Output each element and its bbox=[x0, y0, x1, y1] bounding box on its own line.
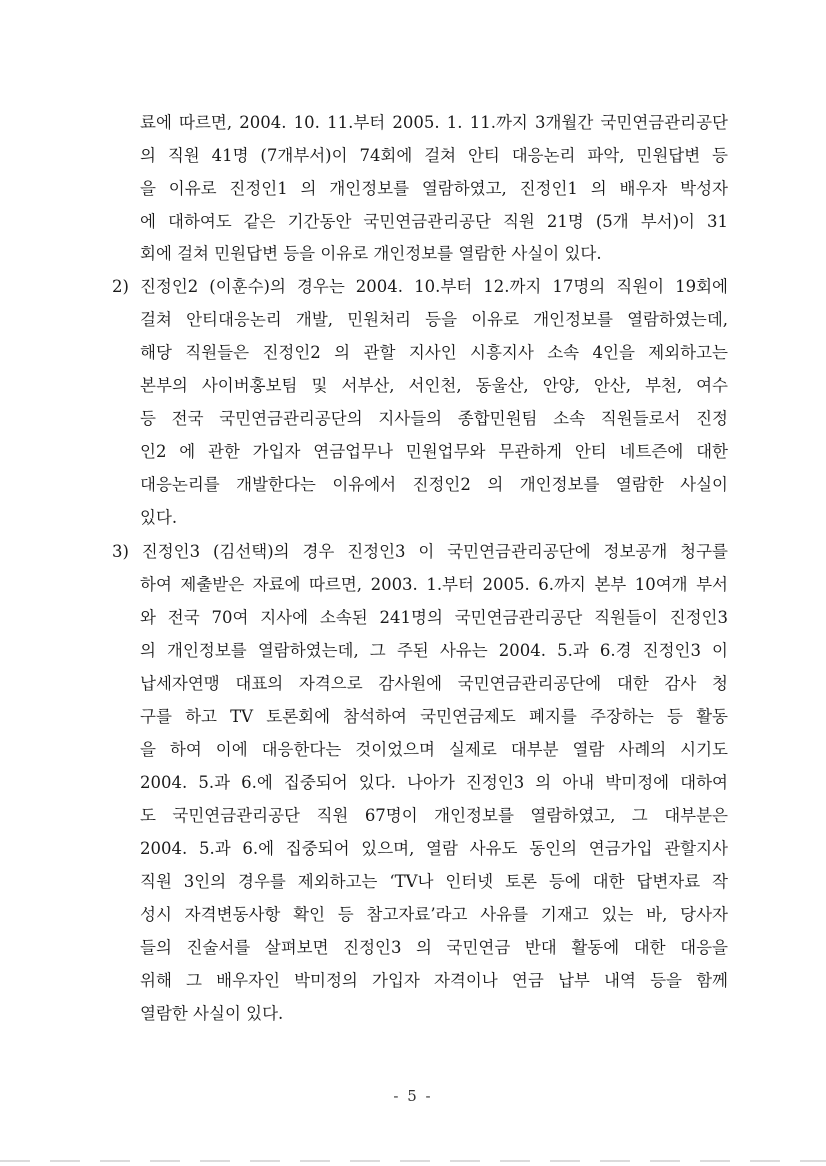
text-line: 들의 진술서를 살펴보면 진정인3 의 국민연금 반대 활동에 대한 대응을 bbox=[140, 938, 728, 957]
text-line: 납세자연맹 대표의 자격으로 감사원에 국민연금관리공단에 대한 감사 청 bbox=[140, 674, 728, 693]
text-line: 을 하여 이에 대응한다는 것이었으며 실제로 대부분 열람 사례의 시기도 bbox=[140, 740, 728, 759]
text-line: 등 전국 국민연금관리공단의 지사들의 종합민원팀 소속 직원들로서 진정 bbox=[140, 409, 728, 428]
text-line: 2004. 5.과 6.에 집중되어 있으며, 열람 사유도 동인의 연금가입 관할지사 bbox=[140, 839, 728, 858]
text-line: 에 대하여도 같은 기간동안 국민연금관리공단 직원 21명 (5개 부서)이 31 bbox=[140, 212, 728, 231]
text-line: 인2 에 관한 가입자 연금업무나 민원업무와 무관하게 안티 네트즌에 대한 bbox=[140, 442, 728, 461]
list-item-3-first-line: 3) 진정인3 (김선택)의 경우 진정인3 이 국민연금관리공단에 정보공개 청구를 bbox=[112, 542, 728, 561]
text-line: 걸쳐 안티대응논리 개발, 민원처리 등을 이유로 개인정보를 열람하였는데, bbox=[140, 310, 728, 329]
text-line: 료에 따르면, 2004. 10. 11.부터 2005. 1. 11.까지 3개월간 국민연금관리공단 bbox=[140, 113, 728, 132]
text-line: 의 개인정보를 열람하였는데, 그 주된 사유는 2004. 5.과 6.경 진정인3 이 bbox=[140, 641, 728, 660]
text-line: 직원 3인의 경우를 제외하고는 ‘TV나 인터넷 토론 등에 대한 답변자료 작 bbox=[140, 872, 728, 891]
text-line: 하여 제출받은 자료에 따르면, 2003. 1.부터 2005. 6.까지 본부 10여개 부서 bbox=[140, 575, 728, 594]
text-line: 와 전국 70여 지사에 소속된 241명의 국민연금관리공단 직원들이 진정인3 bbox=[140, 608, 728, 627]
text-line: 의 직원 41명 (7개부서)이 74회에 걸쳐 안티 대응논리 파악, 민원답변 등 bbox=[140, 146, 728, 165]
text-line: 위해 그 배우자인 박미정의 가입자 자격이나 연금 납부 내역 등을 함께 bbox=[140, 971, 728, 990]
text-line: 구를 하고 TV 토론회에 참석하여 국민연금제도 폐지를 주장하는 등 활동 bbox=[140, 707, 728, 726]
text-line: 있다. bbox=[140, 508, 178, 527]
text-line: 본부의 사이버홍보팀 및 서부산, 서인천, 동울산, 안양, 안산, 부천, 여수 bbox=[140, 376, 728, 395]
list-item-2-first-line: 2) 진정인2 (이훈수)의 경우는 2004. 10.부터 12.까지 17명의 직원이 19회에 bbox=[112, 277, 728, 296]
page-number: - 5 - bbox=[393, 1087, 433, 1105]
text-line: 을 이유로 진정인1 의 개인정보를 열람하였고, 진정인1 의 배우자 박성자 bbox=[140, 179, 728, 198]
text-line: 회에 걸쳐 민원답변 등을 이유로 개인정보를 열람한 사실이 있다. bbox=[140, 244, 602, 263]
text-line: 대응논리를 개발한다는 이유에서 진정인2 의 개인정보를 열람한 사실이 bbox=[140, 475, 728, 494]
text-line: 열람한 사실이 있다. bbox=[140, 1004, 284, 1023]
text-line: 도 국민연금관리공단 직원 67명이 개인정보를 열람하였고, 그 대부분은 bbox=[140, 806, 728, 825]
text-line: 해당 직원들은 진정인2 의 관할 지사인 시흥지사 소속 4인을 제외하고는 bbox=[140, 343, 728, 362]
text-line: 성시 자격변동사항 확인 등 참고자료’라고 사유를 기재고 있는 바, 당사자 bbox=[140, 905, 728, 924]
text-line: 2004. 5.과 6.에 집중되어 있다. 나아가 진정인3 의 아내 박미정에 대하여 bbox=[140, 773, 728, 792]
scan-edge-artifact bbox=[0, 1160, 826, 1162]
